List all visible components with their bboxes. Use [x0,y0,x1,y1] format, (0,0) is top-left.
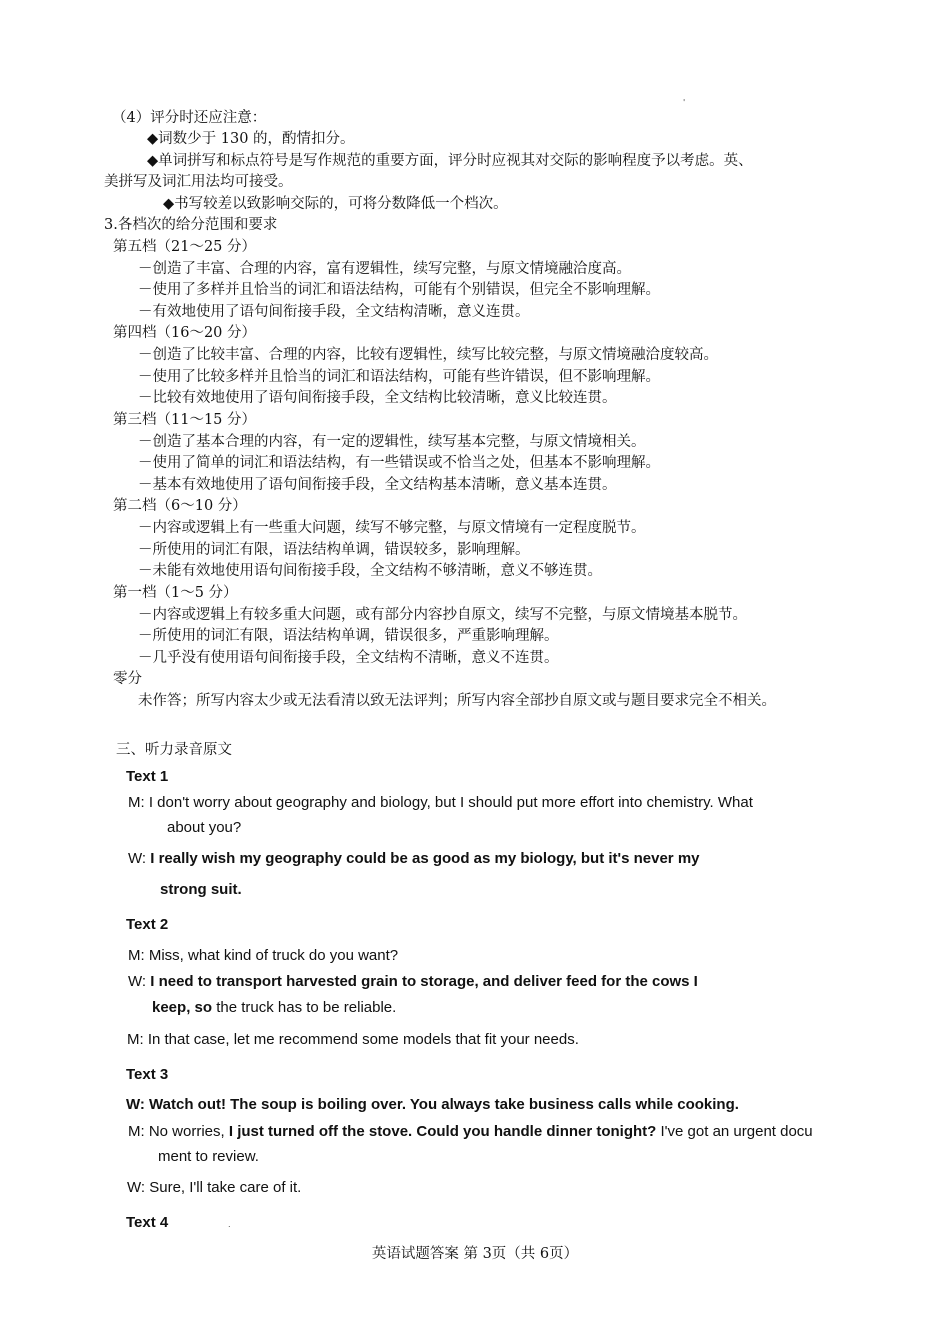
text1-m-line1: M: I don't worry about geography and biology, but I should put more effort into chemistry. What [128,794,753,811]
text2-w-bold: I need to transport harvested grain to storage, and deliver feed for the cows I [150,973,698,990]
text1-m-line2: about you? [167,819,242,836]
level-3-title: 第三档（11～15 分） [113,412,257,428]
note-spelling-line2: 美拼写及词汇用法均可接受。 [104,174,293,190]
zero-text: 未作答；所写内容太少或无法看清以致无法评判；所写内容全部抄自原文或与题目要求完全不相关。 [138,693,776,709]
level-5-title: 第五档（21～25 分） [113,239,257,255]
text3-title: Text 3 [126,1066,169,1083]
speaker-label: W: [128,973,151,990]
text2-m-line: M: Miss, what kind of truck do you want? [128,947,399,964]
text3-w-line: W: Watch out! The soup is boiling over. You always take business calls while cooking. [126,1096,739,1113]
stray-mark: ' [683,98,686,107]
notes-heading: （4）评分时还应注意： [112,110,267,126]
level-2-item: －未能有效地使用语句间衔接手段，全文结构不够清晰，意义不够连贯。 [138,563,602,579]
text2-w-line2 [152,998,396,1018]
level-1-item: －所使用的词汇有限，语法结构单调，错误很多，严重影响理解。 [138,628,559,644]
level-5-item: －使用了多样并且恰当的词汇和语法结构，可能有个别错误，但完全不影响理解。 [138,282,660,298]
text4-title: Text 4 [126,1214,169,1231]
text3-m-bold: I just turned off the stove. Could you handle dinner tonight? [228,1123,657,1140]
listening-heading: 三、听力录音原文 [116,742,232,758]
level-4-title: 第四档（16～20 分） [113,325,257,341]
note-handwriting: ◆书写较差以致影响交际的，可将分数降低一个档次。 [163,196,508,212]
speaker-label: W: [128,850,151,867]
text2-title: Text 2 [126,916,169,933]
text1-title: Text 1 [126,768,169,785]
level-2-item: －所使用的词汇有限，语法结构单调，错误较多，影响理解。 [138,542,530,558]
level-4-item: －创造了比较丰富、合理的内容，比较有逻辑性，续写比较完整，与原文情境融洽度较高。 [138,347,718,363]
level-4-item: －使用了比较多样并且恰当的词汇和语法结构，可能有些许错误，但不影响理解。 [138,369,660,385]
text3-m-rest: I've got an urgent docu [656,1123,813,1140]
zero-title: 零分 [113,671,142,687]
text2-w-bold-2: keep, so [152,999,213,1016]
text2-m-line2: M: In that case, let me recommend some models that fit your needs. [127,1031,579,1048]
level-1-item: －几乎没有使用语句间衔接手段，全文结构不清晰，意义不连贯。 [138,650,559,666]
text3-m-prefix: M: No worries, [128,1123,229,1140]
text2-w-line1 [128,972,698,992]
text3-m-line2: ment to review. [158,1148,259,1165]
level-5-item: －创造了丰富、合理的内容，富有逻辑性，续写完整，与原文情境融洽度高。 [138,261,631,277]
text1-w-bold: I really wish my geography could be as good as my biology, but it's never my [150,850,700,867]
level-4-item: －比较有效地使用了语句间衔接手段，全文结构比较清晰，意义比较连贯。 [138,390,617,406]
level-3-item: －基本有效地使用了语句间衔接手段，全文结构基本清晰，意义基本连贯。 [138,477,617,493]
text2-w-rest: the truck has to be reliable. [212,999,397,1016]
text3-m-line1 [128,1122,813,1142]
text1-w-line2: strong suit. [160,881,242,898]
stray-dot: . [228,1220,231,1229]
level-2-item: －内容或逻辑上有一些重大问题，续写不够完整，与原文情境有一定程度脱节。 [138,520,646,536]
text3-w-line2: W: Sure, I'll take care of it. [127,1179,302,1196]
level-1-title: 第一档（1～5 分） [113,585,238,601]
level-3-item: －创造了基本合理的内容，有一定的逻辑性，续写基本完整，与原文情境相关。 [138,434,646,450]
note-word-count: ◆词数少于 130 的，酌情扣分。 [147,131,355,147]
text1-w-line1 [128,849,700,869]
note-spelling-line1: ◆单词拼写和标点符号是写作规范的重要方面，评分时应视其对交际的影响程度予以考虑。英、 [147,153,753,169]
level-2-title: 第二档（6～10 分） [113,498,247,514]
level-5-item: －有效地使用了语句间衔接手段，全文结构清晰，意义连贯。 [138,304,530,320]
level-3-item: －使用了简单的词汇和语法结构，有一些错误或不恰当之处，但基本不影响理解。 [138,455,660,471]
page-footer: 英语试题答案 第 3页（共 6页） [371,1246,579,1262]
grades-heading: 3.各档次的给分范围和要求 [104,217,278,233]
level-1-item: －内容或逻辑上有较多重大问题，或有部分内容抄自原文，续写不完整，与原文情境基本脱节。 [138,607,747,623]
